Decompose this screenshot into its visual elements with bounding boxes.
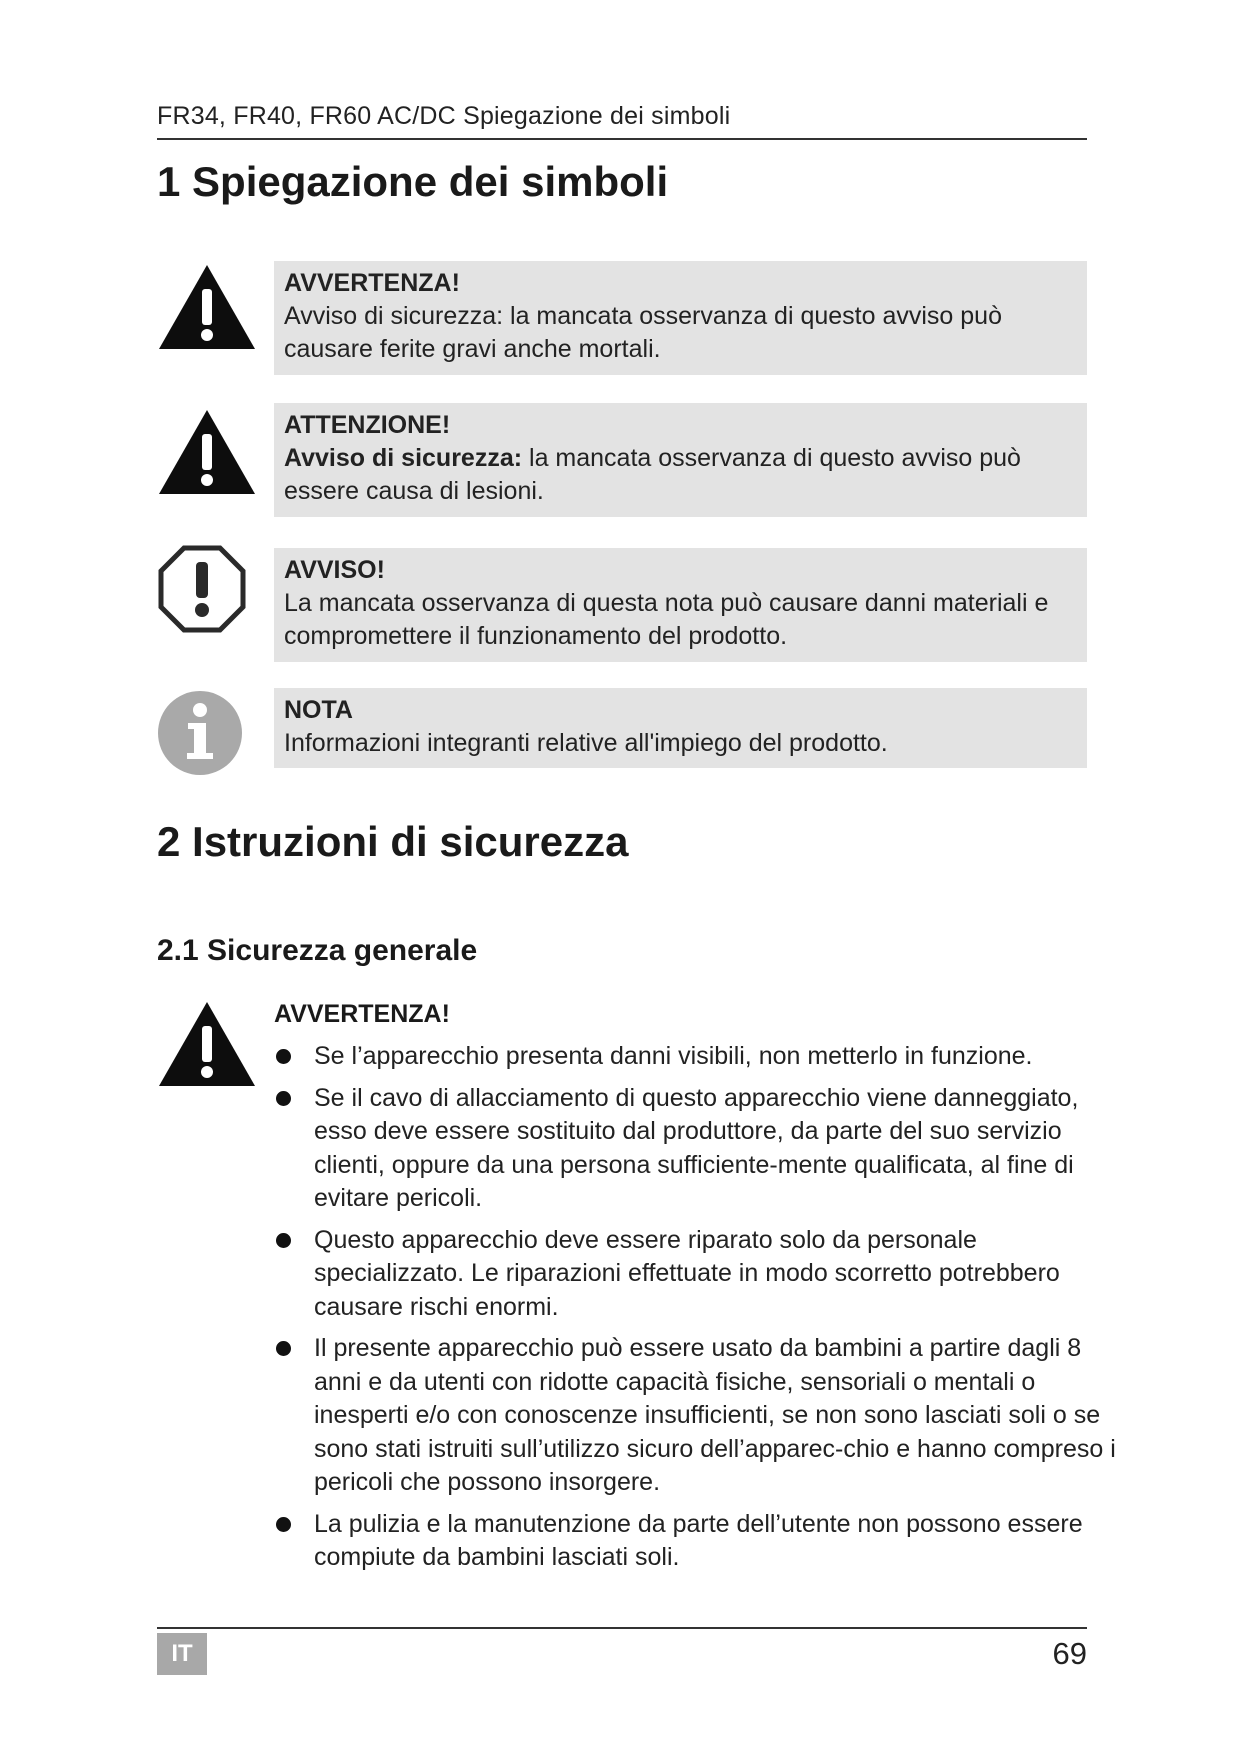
symbol-row-caution — [157, 400, 1087, 518]
list-item: La pulizia e la manutenzione da parte dell’utente non possono essere compiute da bambini lasciati soli. — [274, 1508, 1117, 1575]
symbol-label: NOTA — [284, 696, 353, 724]
section-1-title: 1 Spiegazione dei simboli — [157, 158, 669, 205]
symbol-description: la mancata osservanza di questo avviso può essere causa di lesioni. — [284, 444, 1021, 505]
symbol-box-note — [274, 688, 1087, 768]
bullet-icon — [276, 1517, 291, 1532]
bullet-icon — [276, 1341, 291, 1356]
list-item: Questo apparecchio deve essere riparato solo da personale specializzato. Le riparazioni effettuate in modo scorretto potrebbero causare rischi enormi. — [274, 1224, 1117, 1325]
list-item: Se il cavo di allacciamento di questo apparecchio viene danneggiato, esso deve essere sostituito dal produttore, da parte del suo servizio clienti, oppure da una persona sufficiente-mente qualificata, al fine di evitare pericoli. — [274, 1082, 1117, 1216]
bullet-icon — [276, 1233, 291, 1248]
symbol-label: AVVERTENZA! — [284, 269, 460, 297]
symbol-box-caution — [274, 403, 1087, 517]
warning-triangle-icon — [157, 260, 257, 356]
symbol-lead: Avviso di sicurezza: — [284, 444, 523, 472]
section-2-title: 2 Istruzioni di sicurezza — [157, 818, 629, 865]
header-divider — [157, 138, 1087, 140]
warning-label: AVVERTENZA! — [274, 1000, 450, 1028]
symbol-box-warning — [274, 261, 1087, 375]
footer-divider — [157, 1627, 1087, 1629]
symbol-label: ATTENZIONE! — [284, 411, 451, 439]
page-number: 69 — [1052, 1636, 1087, 1671]
symbol-description: La mancata osservanza di questa nota può causare danni materiali e compromettere il funzionamento del prodotto. — [284, 589, 1049, 650]
symbol-label: AVVISO! — [284, 556, 385, 584]
bullet-icon — [276, 1049, 291, 1064]
warning-triangle-icon — [157, 1000, 257, 1090]
list-item: Se l’apparecchio presenta danni visibili, non metterlo in funzione. — [274, 1040, 1117, 1074]
symbol-row-note — [157, 688, 1087, 784]
info-circle-icon — [157, 690, 243, 776]
notice-octagon-icon — [157, 544, 247, 634]
symbol-row-notice — [157, 544, 1087, 662]
safety-bullet-list — [274, 1040, 1117, 1583]
language-badge: IT — [157, 1633, 207, 1675]
symbol-row-warning — [157, 258, 1087, 376]
symbol-description: Avviso di sicurezza: la mancata osservanza di questo avviso può causare ferite gravi anche mortali. — [284, 302, 1002, 363]
subsection-2-1-title: 2.1 Sicurezza generale — [157, 934, 478, 967]
list-item: Il presente apparecchio può essere usato da bambini a partire dagli 8 anni e da utenti con ridotte capacità fisiche, sensoriali o mentali o inesperti e/o con conoscenze insufficienti, se non sono lasciati soli o se sono stati istruiti sull’utilizzo sicuro dell’apparec-chio e hanno compreso i pericoli che possono insorgere. — [274, 1332, 1117, 1500]
bullet-icon — [276, 1091, 291, 1106]
running-header: FR34, FR40, FR60 AC/DC Spiegazione dei simboli — [157, 102, 731, 130]
symbol-description: Informazioni integranti relative all'impiego del prodotto. — [284, 729, 888, 757]
symbol-box-notice — [274, 548, 1087, 662]
caution-triangle-icon — [157, 405, 257, 501]
